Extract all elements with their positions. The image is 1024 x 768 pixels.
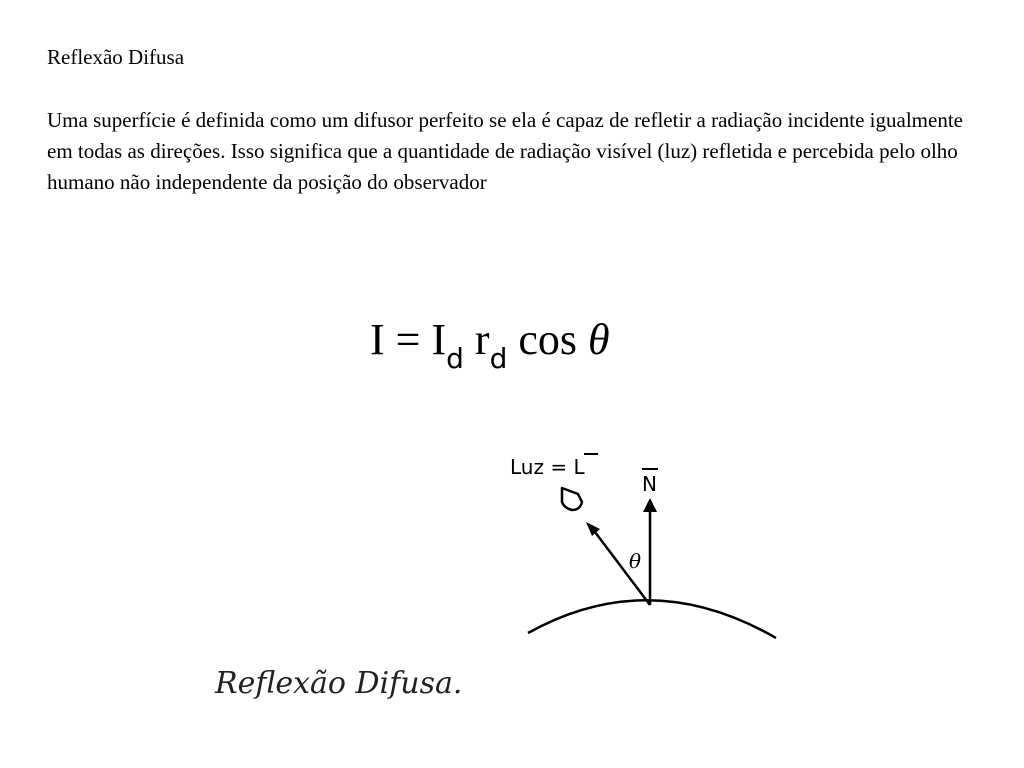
figure-caption: Reflexão Difusa. xyxy=(215,666,463,701)
angle-label: θ xyxy=(629,549,642,573)
surface-curve xyxy=(528,600,776,638)
formula-angle: θ xyxy=(588,315,610,364)
document-paragraph: Uma superfície é definida como um difusor perfeito se ela é capaz de refletir a radiação incidente igualmente em todas as direções. Isso significa que a quantidade de radiação visível (luz) refletida e percebida pelo olho humano não independente da posição do observador xyxy=(47,108,963,194)
document-title: Reflexão Difusa xyxy=(47,45,185,69)
formula-term2: r xyxy=(474,315,490,364)
formula-term1-sub: d xyxy=(446,342,464,375)
normal-arrowhead-icon xyxy=(643,498,657,512)
formula-func: cos xyxy=(518,315,578,364)
formula xyxy=(370,312,610,382)
formula-term2-sub: d xyxy=(489,342,508,375)
normal-label: N xyxy=(642,472,657,496)
light-label: Luz = L xyxy=(510,455,585,479)
light-bulb-icon xyxy=(562,488,582,510)
light-vector xyxy=(595,532,650,605)
formula-lhs: I xyxy=(370,315,385,364)
diffuse-reflection-diagram xyxy=(500,440,800,650)
formula-term1: I xyxy=(431,315,447,364)
formula-equals: = xyxy=(395,315,421,364)
